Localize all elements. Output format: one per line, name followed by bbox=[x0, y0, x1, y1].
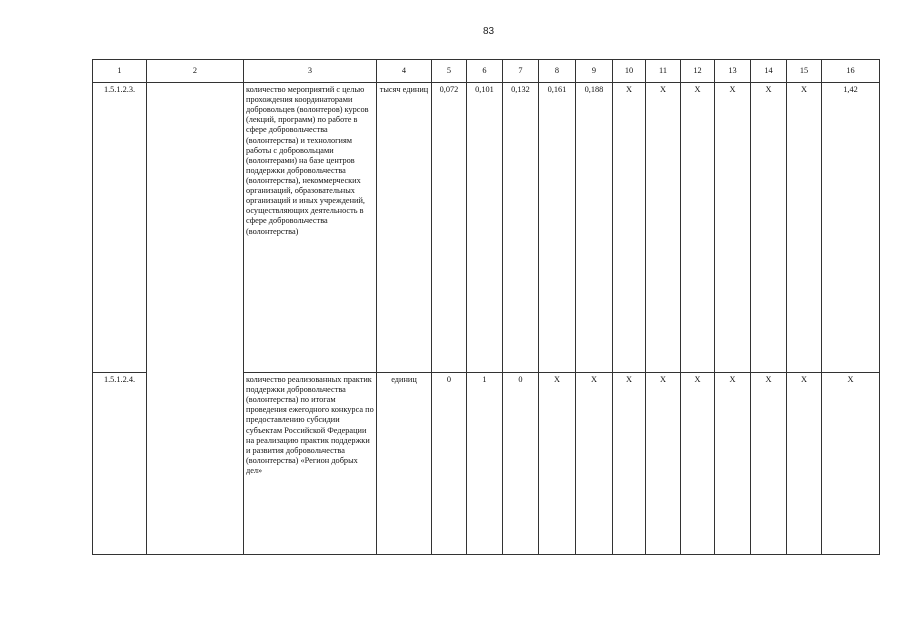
row-value: X bbox=[787, 373, 822, 555]
column-header: 16 bbox=[822, 60, 880, 83]
column-header: 5 bbox=[432, 60, 467, 83]
column-header: 6 bbox=[467, 60, 503, 83]
row-value: 0,101 bbox=[467, 83, 503, 373]
indicators-table bbox=[92, 59, 880, 555]
column-header: 3 bbox=[244, 60, 377, 83]
row-value: X bbox=[646, 83, 681, 373]
row-unit: единиц bbox=[377, 373, 432, 555]
page-number: 83 bbox=[482, 26, 495, 37]
row-value: X bbox=[539, 373, 576, 555]
row-value: X bbox=[715, 83, 751, 373]
column-header: 13 bbox=[715, 60, 751, 83]
row-value: X bbox=[613, 83, 646, 373]
row-value: X bbox=[681, 373, 715, 555]
column-header: 8 bbox=[539, 60, 576, 83]
row-code: 1.5.1.2.3. bbox=[93, 83, 147, 373]
row-description: количество реализованных практик поддержки добровольчества (волонтерства) по итогам проведения ежегодного конкурса по предоставлению субсидии субъектам Российской Федерации на реализацию практик поддержки и развития добровольчества (волонтерства) «Регион добрых дел» bbox=[244, 373, 377, 555]
row-value: 0 bbox=[503, 373, 539, 555]
row-value: 0,072 bbox=[432, 83, 467, 373]
row-unit: тысяч единиц bbox=[377, 83, 432, 373]
row-value: X bbox=[646, 373, 681, 555]
column-header: 15 bbox=[787, 60, 822, 83]
row-value: X bbox=[751, 373, 787, 555]
row-value: X bbox=[751, 83, 787, 373]
column-header: 1 bbox=[93, 60, 147, 83]
row-value: 0,132 bbox=[503, 83, 539, 373]
row-value: X bbox=[787, 83, 822, 373]
table-row bbox=[93, 83, 880, 373]
column-header: 7 bbox=[503, 60, 539, 83]
row-value: X bbox=[681, 83, 715, 373]
column-header: 4 bbox=[377, 60, 432, 83]
header-row bbox=[93, 60, 880, 83]
row-value: X bbox=[715, 373, 751, 555]
row-description: количество мероприятий с целью прохождения координаторами добровольцев (волонтеров) курсов (лекций, программ) по работе в сфере добровольчества (волонтерства) и технологиям работы с добровольцами (волонтерами) на базе центров поддержки добровольчества (волонтерства), некоммерческих организаций, образовательных организаций и иных учреждений, осуществляющих деятельность в сфере добровольчества (волонтерства) bbox=[244, 83, 377, 373]
row-value: 0,161 bbox=[539, 83, 576, 373]
row-code: 1.5.1.2.4. bbox=[93, 373, 147, 555]
row-responsible-empty bbox=[147, 83, 244, 555]
row-value: 0,188 bbox=[576, 83, 613, 373]
column-header: 11 bbox=[646, 60, 681, 83]
row-value: 1 bbox=[467, 373, 503, 555]
column-header: 9 bbox=[576, 60, 613, 83]
column-header: 10 bbox=[613, 60, 646, 83]
row-value: 1,42 bbox=[822, 83, 880, 373]
column-header: 12 bbox=[681, 60, 715, 83]
row-value: 0 bbox=[432, 373, 467, 555]
row-value: X bbox=[613, 373, 646, 555]
row-value: X bbox=[822, 373, 880, 555]
column-header: 2 bbox=[147, 60, 244, 83]
column-header: 14 bbox=[751, 60, 787, 83]
row-value: X bbox=[576, 373, 613, 555]
